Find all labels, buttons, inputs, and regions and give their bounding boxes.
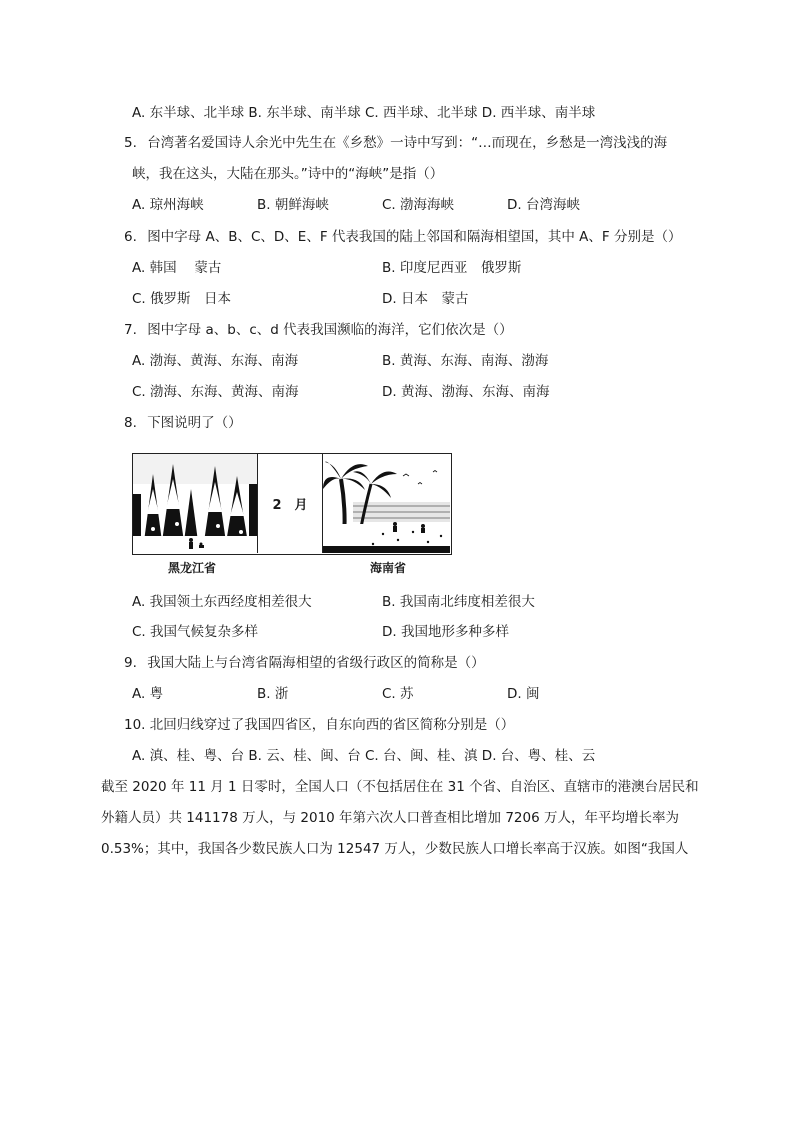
- q9-stem-text: 我国大陆上与台湾省隔海相望的省级行政区的简称是（）: [147, 655, 485, 671]
- q7-stem: [124, 320, 513, 340]
- q5-stem-line1: [124, 133, 667, 153]
- q5-stem-text-1: 台湾著名爱国诗人余光中先生在《乡愁》一诗中写到：“…而现在，乡愁是一湾浅浅的海: [147, 135, 668, 151]
- q5-option-a[interactable]: A. 琼州海峡: [132, 197, 204, 213]
- q8-option-d[interactable]: D. 我国地形多种多样: [382, 624, 509, 640]
- q7-option-d[interactable]: D. 黄海、渤海、东海、南海: [382, 384, 550, 400]
- q7-option-c[interactable]: C. 渤海、东海、黄海、南海: [132, 384, 299, 400]
- q6-option-b[interactable]: B. 印度尼西亚 俄罗斯: [382, 260, 522, 276]
- q5-number: 5.: [124, 135, 137, 151]
- q6-stem-text: 图中字母 A、B、C、D、E、F 代表我国的陆上邻国和隔海相望国，其中 A、F 分别是（）: [147, 229, 682, 245]
- q5-option-b[interactable]: B. 朝鲜海峡: [257, 197, 329, 213]
- q8-stem-text: 下图说明了（）: [147, 415, 242, 431]
- q8-option-c[interactable]: C. 我国气候复杂多样: [132, 624, 259, 640]
- q7-number: 7.: [124, 322, 137, 338]
- q6-number: 6.: [124, 229, 137, 245]
- q8-option-a[interactable]: A. 我国领土东西经度相差很大: [132, 594, 312, 610]
- tropical-beach-illustration: [323, 454, 450, 553]
- q4-options: A. 东半球、北半球 B. 东半球、南半球 C. 西半球、北半球 D. 西半球、南半球: [132, 105, 596, 121]
- q6-option-a[interactable]: A. 韩国 蒙古: [132, 260, 222, 276]
- q5-stem-line2: 峡，我在这头，大陆在那头。”诗中的“海峡”是指（）: [132, 166, 444, 182]
- q6-stem: [124, 227, 681, 247]
- q10-stem: [124, 715, 514, 735]
- q9-option-c[interactable]: C. 苏: [382, 686, 414, 702]
- q9-option-b[interactable]: B. 浙: [257, 686, 289, 702]
- climate-comparison-figure: [132, 453, 452, 555]
- q8-number: 8.: [124, 415, 137, 431]
- q10-stem-text: 北回归线穿过了我国四省区，自东向西的省区简称分别是（）: [149, 717, 515, 733]
- q9-number: 9.: [124, 655, 137, 671]
- q6-option-c[interactable]: C. 俄罗斯 日本: [132, 291, 232, 307]
- passage-line-3: 0.53%；其中，我国各少数民族人口为 12547 万人，少数民族人口增长率高于汉族。如图“我国人: [101, 841, 689, 857]
- q7-option-a[interactable]: A. 渤海、黄海、东海、南海: [132, 353, 299, 369]
- q9-stem: [124, 653, 485, 673]
- q10-options: A. 滇、桂、粤、台 B. 云、桂、闽、台 C. 台、闽、桂、滇 D. 台、粤、桂、云: [132, 748, 596, 764]
- passage-line-1: 截至 2020 年 11 月 1 日零时，全国人口（不包括居住在 31 个省、自治区、直辖市的港澳台居民和: [101, 779, 699, 795]
- q5-option-d[interactable]: D. 台湾海峡: [507, 197, 580, 213]
- q7-option-b[interactable]: B. 黄海、东海、南海、渤海: [382, 353, 549, 369]
- q8-stem: [124, 413, 242, 433]
- q7-stem-text: 图中字母 a、b、c、d 代表我国濒临的海洋，它们依次是（）: [147, 322, 513, 338]
- q6-option-d[interactable]: D. 日本 蒙古: [382, 291, 469, 307]
- figure-caption-hainan: 海南省: [370, 561, 407, 575]
- passage-line-2: 外籍人员）共 141178 万人，与 2010 年第六次人口普查相比增加 7206 万人，年平均增长率为: [101, 810, 679, 826]
- q10-number: 10.: [124, 717, 146, 733]
- q9-option-d[interactable]: D. 闽: [507, 686, 540, 702]
- figure-caption-heilongjiang: 黑龙江省: [168, 561, 217, 575]
- winter-forest-illustration: [133, 454, 257, 553]
- q5-option-c[interactable]: C. 渤海海峡: [382, 197, 455, 213]
- q8-option-b[interactable]: B. 我国南北纬度相差很大: [382, 594, 535, 610]
- q9-option-a[interactable]: A. 粤: [132, 686, 164, 702]
- figure-month-label: 2 月: [257, 454, 323, 553]
